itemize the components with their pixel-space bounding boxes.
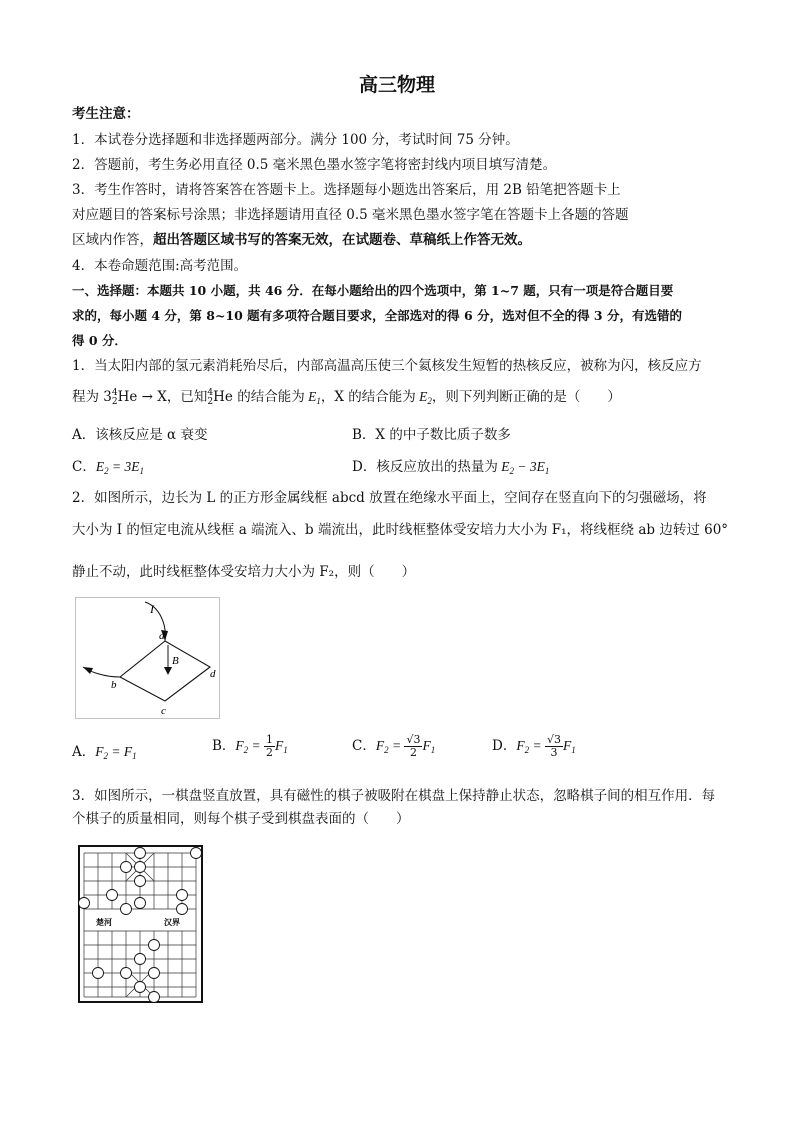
notice-item-2: 2．答题前，考生务必用直径 0.5 毫米黑色墨水签字笔将密封线内项目填写清楚。 [72, 157, 557, 173]
label-a: a [159, 630, 165, 642]
notice-item-3-bold: 超出答题区域书写的答案无效，在试题卷、草稿纸上作答无效。 [153, 232, 531, 248]
q2-line-2: 大小为 I 的恒定电流从线框 a 端流入、b 端流出，此时线框整体受安培力大小为 F₁，将线框绕 ab 边转过 60° [72, 522, 729, 538]
section1-line-2: 求的，每小题 4 分，第 8~10 题有多项符合题目要求，全部选对的得 6 分，选对但不全的得 3 分，有选错的 [72, 308, 682, 323]
label-b: b [111, 679, 117, 691]
label-i: I [150, 602, 154, 616]
q3-line-2: 个棋子的质量相同，则每个棋子受到棋盘表面的（ ） [72, 811, 410, 827]
notice-item-3: 3．考生作答时，请将答案答在答题卡上。选择题每小题选出答案后，用 2B 铅笔把答题卡上 [72, 182, 621, 198]
notice-item-3-normal: 区域内作答， [72, 232, 153, 248]
q2-option-c[interactable]: C．$F_2$ = $\frac{√3}{2}$ $F_1$ [352, 733, 436, 759]
notice-item-3-cont2 [72, 230, 732, 250]
q2-figure [75, 597, 220, 719]
q1-option-a[interactable]: A．该核反应是 α 衰变 [72, 427, 208, 443]
q1-text-d: ，X 的结合能为 [320, 389, 416, 405]
q1-option-c[interactable]: C．$E_2 = 3E_1$ [72, 459, 144, 476]
section1-line-1: 一、选择题：本题共 10 小题，共 46 分．在每小题给出的四个选项中，第 1~7 题，只有一项是符合题目要 [72, 283, 674, 298]
q2-line-1: 2．如图所示，边长为 L 的正方形金属线框 abcd 放置在绝缘水平面上，空间存在竖直向下的匀强磁场，将 [72, 490, 707, 506]
q2-option-d[interactable]: D．$F_2$ = $\frac{√3}{3}$ $F_1$ [492, 733, 576, 759]
label-b-field: B [172, 655, 179, 667]
q1-text-e: ，则下列判断正确的是（ ） [431, 389, 621, 405]
q3-line-1: 3．如图所示，一棋盘竖直放置，具有磁性的棋子被吸附在棋盘上保持静止状态，忽略棋子间的相互作用．每 [72, 788, 716, 804]
q1-option-b[interactable]: B．X 的中子数比质子数多 [352, 427, 511, 443]
q3-chessboard-figure [78, 845, 203, 1003]
section1-line-3: 得 0 分． [72, 333, 127, 348]
q1-option-d[interactable]: D．核反应放出的热量为 $E_2 - 3E_1$ [352, 459, 550, 476]
q1-text-c: He 的结合能为 [213, 389, 305, 405]
river-right-text: 汉界 [164, 918, 180, 927]
notice-item-4: 4．本卷命题范围:高考范围。 [72, 258, 248, 274]
q1-line-1: 1．当太阳内部的氢元素消耗殆尽后，内部高温高压使三个氦核发生短暂的热核反应，被称为闪，核反应方 [72, 358, 702, 374]
q2-option-b[interactable]: B．$F_2$ = $\frac{1}{2}$ $F_1$ [212, 733, 288, 759]
q1-text-b: He → X，已知 [117, 389, 208, 405]
river-left-text: 楚河 [96, 918, 112, 927]
q1-line-2: 程为 3 4 2 He → X，已知 4 2 He 的结合能为 $E_1$，X 的结合能为 $E_2$，则下列判断正确的是（ ） [72, 387, 621, 407]
label-c: c [161, 705, 166, 717]
q2-line-3: 静止不动，此时线框整体受安培力大小为 F₂，则（ ） [72, 564, 416, 580]
q1-text-a: 程为 3 [72, 389, 112, 405]
q2-option-a[interactable]: A．$F_2 = F_1$ [72, 744, 137, 761]
notice-item-1: 1．本试卷分选择题和非选择题两部分。满分 100 分，考试时间 75 分钟。 [72, 132, 519, 148]
page-title: 高三物理 [358, 74, 435, 96]
notice-heading: 考生注意： [72, 106, 140, 122]
notice-item-3-cont: 对应题目的答案标号涂黑；非选择题请用直径 0.5 毫米黑色墨水签字笔在答题卡上各题的答题 [72, 207, 629, 223]
label-d: d [210, 668, 216, 680]
